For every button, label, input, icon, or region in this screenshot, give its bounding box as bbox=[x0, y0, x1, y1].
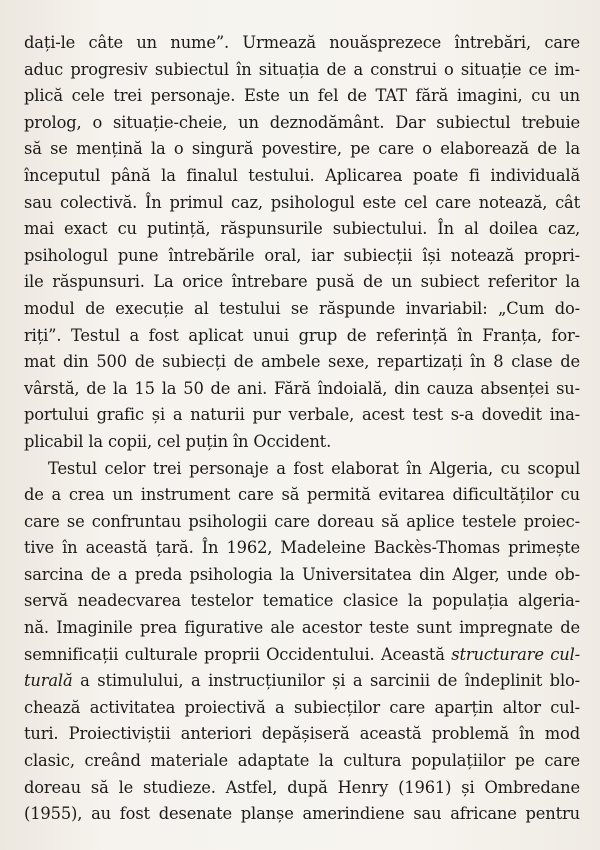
text-line: care se confruntau psihologii care doreau să aplice testele proiec- bbox=[24, 511, 580, 531]
text-line: ile răspunsuri. La orice întrebare pusă de un subiect referitor la bbox=[24, 272, 580, 292]
text-line: aduc progresiv subiectul în situația de a construi o situație ce im- bbox=[24, 59, 580, 79]
text-line: clasic, creând materiale adaptate la cultura populațiilor pe care bbox=[24, 751, 580, 771]
text-line: turi. Proiectiviștii anteriori depășiseră această problemă în mod bbox=[24, 724, 580, 744]
text-line: psihologul pune întrebările oral, iar subiecții își notează propri- bbox=[24, 245, 580, 265]
text-line: prolog, o situație-cheie, un deznodământ. Dar subiectul trebuie bbox=[24, 112, 580, 132]
text-line: (1955), au fost desenate planșe amerindiene sau africane pentru bbox=[24, 804, 580, 824]
text-line: să se mențină la o singură povestire, pe care o elaborează de la bbox=[24, 139, 580, 159]
text-line: doreau să le studieze. Astfel, după Henry (1961) și Ombredane bbox=[24, 777, 580, 797]
text-line: portului grafic și a naturii pur verbale, acest test s-a dovedit ina- bbox=[24, 405, 580, 425]
text-line: nă. Imaginile prea figurative ale acestor teste sunt impregnate de bbox=[24, 618, 580, 638]
paragraph-1 bbox=[24, 30, 580, 456]
text-line: servă neadecvarea testelor tematice clasice la populația algeria- bbox=[24, 591, 580, 611]
body-text bbox=[24, 30, 580, 828]
text-line: mai exact cu putință, răspunsurile subiectului. În al doilea caz, bbox=[24, 219, 580, 239]
text-line: plică cele trei personaje. Este un fel de TAT fără imagini, cu un bbox=[24, 86, 580, 106]
text-line: sau colectivă. În primul caz, psihologul este cel care notează, cât bbox=[24, 192, 580, 212]
text-line: mat din 500 de subiecți de ambele sexe, repartizați în 8 clase de bbox=[24, 352, 580, 372]
text-line: tive în această țară. În 1962, Madeleine Backès-Thomas primește bbox=[24, 538, 580, 558]
text-line: modul de execuție al testului se răspunde invariabil: „Cum do- bbox=[24, 298, 580, 318]
italic-phrase: turală bbox=[24, 671, 73, 691]
italic-phrase: structurare cul- bbox=[451, 644, 580, 664]
text-line: dați-le câte un nume”. Urmează nouăsprezece întrebări, care bbox=[24, 33, 580, 52]
paragraph-2 bbox=[24, 456, 580, 828]
text-line: de a crea un instrument care să permită evitarea dificultăților cu bbox=[24, 485, 580, 505]
text-line: chează activitatea proiectivă a subiecților care aparțin altor cul- bbox=[24, 697, 580, 717]
text-line: începutul până la finalul testului. Aplicarea poate fi individuală bbox=[24, 165, 580, 185]
text-line: sarcina de a preda psihologia la Universitatea din Alger, unde ob- bbox=[24, 564, 580, 584]
text-line-with-italic bbox=[24, 668, 580, 695]
text-line: riți”. Testul a fost aplicat unui grup de referință în Franța, for- bbox=[24, 325, 580, 345]
text-line: Testul celor trei personaje a fost elaborat în Algeria, cu scopul bbox=[48, 458, 580, 478]
text-line-with-italic bbox=[24, 642, 580, 669]
text-span: a stimulului, a instrucțiunilor și a sarcinii de îndeplinit blo- bbox=[80, 671, 581, 691]
text-span: semnificații culturale proprii Occidentului. Această bbox=[24, 644, 445, 664]
text-line: plicabil la copii, cel puțin în Occident. bbox=[24, 431, 332, 451]
text-line: vârstă, de la 15 la 50 de ani. Fără îndoială, din cauza absenței su- bbox=[24, 378, 580, 398]
